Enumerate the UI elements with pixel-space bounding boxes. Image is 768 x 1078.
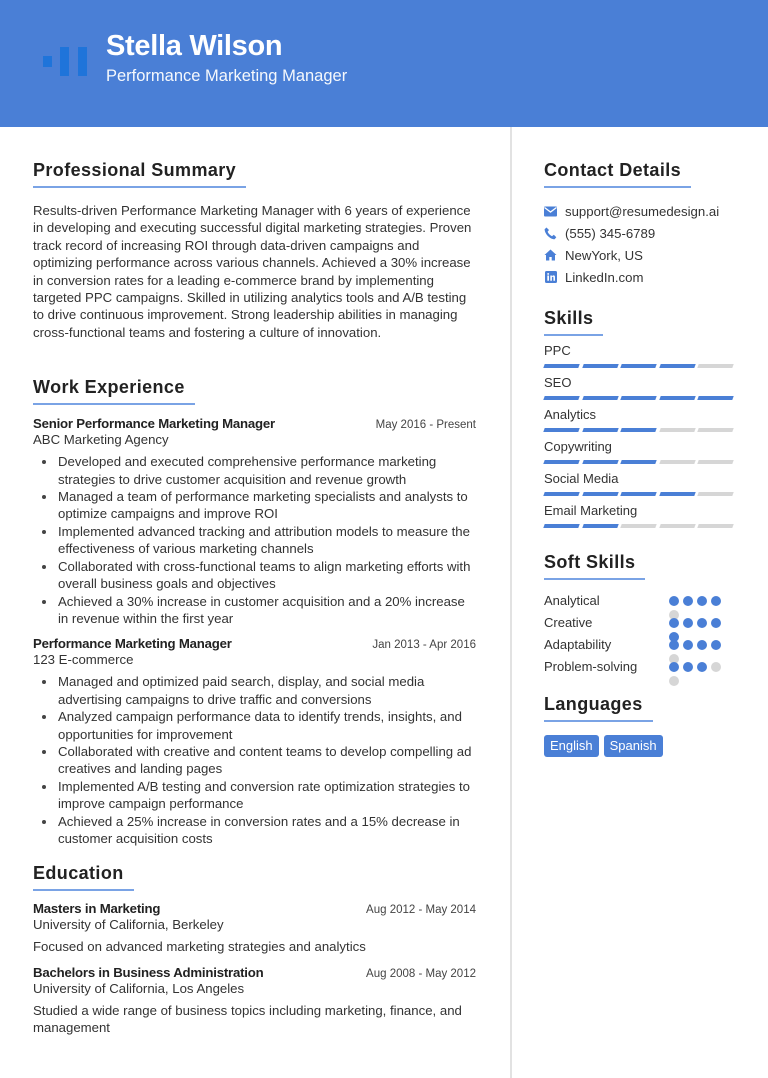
column-divider — [510, 127, 512, 1078]
skill-level-segment — [659, 524, 695, 528]
education-dates: Aug 2012 - May 2014 — [366, 904, 476, 917]
rating-dot — [711, 618, 721, 628]
rating-dot — [683, 596, 693, 606]
candidate-name: Stella Wilson — [106, 30, 283, 62]
skill-level-segment — [698, 492, 734, 496]
skill-level-bar — [544, 364, 733, 368]
skill-level-segment — [659, 428, 695, 432]
rating-dot — [683, 640, 693, 650]
section-heading: Soft Skills — [544, 552, 645, 580]
section-heading: Education — [33, 863, 134, 891]
education-entry — [33, 901, 476, 955]
linkedin-icon — [544, 271, 557, 284]
soft-skill-item — [544, 590, 744, 612]
professional-summary-section — [33, 160, 476, 341]
job-dates: Jan 2013 - Apr 2016 — [372, 639, 476, 652]
company-name: ABC Marketing Agency — [33, 432, 169, 448]
skill-level-bar — [544, 460, 733, 464]
logo-bar — [43, 56, 52, 67]
skill-name: SEO — [544, 375, 572, 390]
skill-level-segment — [698, 428, 734, 432]
skill-level-segment — [698, 364, 734, 368]
contact-text[interactable]: LinkedIn.com — [565, 269, 644, 285]
rating-dot — [669, 618, 679, 628]
rating-dot — [697, 596, 707, 606]
rating-dot — [697, 662, 707, 672]
skill-level-segment — [620, 396, 656, 400]
skill-item — [544, 374, 744, 400]
home-icon — [544, 249, 557, 262]
skill-level-bar — [544, 396, 733, 400]
skill-level-segment — [620, 460, 656, 464]
achievement-list — [33, 453, 476, 627]
skill-item — [544, 502, 744, 528]
skill-level-segment — [543, 460, 579, 464]
language-badge: English — [544, 735, 599, 757]
skill-level-segment — [543, 396, 579, 400]
skill-level-segment — [582, 492, 618, 496]
resume-header — [0, 0, 768, 127]
skill-level-segment — [620, 492, 656, 496]
rating-dot — [669, 640, 679, 650]
job-dates: May 2016 - Present — [375, 419, 476, 432]
section-heading: Professional Summary — [33, 160, 246, 188]
skill-name: PPC — [544, 343, 571, 358]
skill-level-segment — [659, 364, 695, 368]
skill-item — [544, 470, 744, 496]
skill-level-bar — [544, 428, 733, 432]
skill-item — [544, 406, 744, 432]
soft-skill-rating — [669, 662, 731, 686]
job-title: Performance Marketing Manager — [33, 636, 232, 652]
achievement-item: Collaborated with cross-functional teams to align marketing efforts with overall business goals and objectives — [33, 558, 476, 593]
contact-item[interactable] — [544, 222, 744, 244]
job-entry — [33, 636, 476, 847]
skill-level-segment — [620, 364, 656, 368]
soft-skill-name: Problem-solving — [544, 659, 638, 674]
achievement-list — [33, 673, 476, 847]
work-experience-section — [33, 377, 476, 847]
skill-level-segment — [543, 428, 579, 432]
achievement-item: Managed a team of performance marketing specialists and analysts to optimize campaigns and improve ROI — [33, 488, 476, 523]
contact-item[interactable] — [544, 244, 744, 266]
section-heading: Contact Details — [544, 160, 691, 188]
education-description: Studied a wide range of business topics including marketing, finance, and management — [33, 1002, 462, 1036]
languages-section — [544, 694, 744, 757]
rating-dot — [683, 618, 693, 628]
achievement-item: Collaborated with creative and content teams to develop compelling ad creatives and landing pages — [33, 743, 476, 778]
education-entry — [33, 965, 476, 1037]
skill-level-segment — [620, 428, 656, 432]
skill-level-segment — [620, 524, 656, 528]
bar-chart-logo-icon — [43, 47, 89, 77]
achievement-item: Achieved a 25% increase in conversion rates and a 15% decrease in customer acquisition costs — [33, 813, 476, 848]
section-heading: Skills — [544, 308, 603, 336]
company-name: 123 E-commerce — [33, 652, 134, 668]
degree-name: Masters in Marketing — [33, 901, 161, 917]
skill-level-segment — [543, 492, 579, 496]
skill-level-segment — [582, 428, 618, 432]
contact-text[interactable]: support@resumedesign.ai — [565, 203, 720, 219]
contact-section — [544, 160, 744, 288]
skill-item — [544, 438, 744, 464]
skill-name: Email Marketing — [544, 503, 638, 518]
soft-skill-item — [544, 634, 744, 656]
soft-skill-item — [544, 612, 744, 634]
logo-bar — [78, 47, 87, 76]
section-heading: Work Experience — [33, 377, 195, 405]
degree-name: Bachelors in Business Administration — [33, 964, 264, 980]
rating-dot — [697, 618, 707, 628]
job-header-row — [33, 416, 476, 431]
skills-section — [544, 308, 744, 528]
achievement-item: Achieved a 30% increase in customer acquisition and a 20% increase in revenue within the first year — [33, 593, 476, 628]
skill-name: Analytics — [544, 407, 597, 422]
skill-level-segment — [698, 524, 734, 528]
logo-bar — [60, 47, 69, 76]
skill-item — [544, 342, 744, 368]
rating-dot — [669, 662, 679, 672]
achievement-item: Analyzed campaign performance data to identify trends, insights, and opportunities for improvement — [33, 708, 476, 743]
education-dates: Aug 2008 - May 2012 — [366, 967, 476, 980]
skill-level-segment — [659, 396, 695, 400]
skill-level-segment — [543, 524, 579, 528]
education-description: Focused on advanced marketing strategies and analytics — [33, 939, 366, 955]
contact-text[interactable]: NewYork, US — [565, 247, 643, 263]
achievement-item: Developed and executed comprehensive performance marketing strategies to drive customer acquisition and revenue growth — [33, 453, 476, 488]
skill-level-segment — [582, 460, 618, 464]
soft-skill-name: Analytical — [544, 593, 600, 608]
rating-dot — [669, 596, 679, 606]
soft-skills-section — [544, 552, 744, 678]
skill-level-bar — [544, 492, 733, 496]
education-header-row — [33, 965, 476, 980]
school-name: University of California, Berkeley — [33, 917, 224, 933]
job-title: Senior Performance Marketing Manager — [33, 416, 275, 432]
achievement-item: Implemented A/B testing and conversion rate optimization strategies to improve campaign performance — [33, 778, 476, 813]
job-header-row — [33, 636, 476, 651]
skill-level-segment — [659, 492, 695, 496]
contact-item[interactable] — [544, 266, 744, 288]
skill-level-segment — [582, 524, 618, 528]
skill-level-segment — [698, 460, 734, 464]
rating-dot — [683, 662, 693, 672]
soft-skill-item — [544, 656, 744, 678]
sidebar-column — [544, 160, 744, 757]
language-badge: Spanish — [604, 735, 663, 757]
rating-dot — [711, 596, 721, 606]
job-entry — [33, 416, 476, 627]
skill-level-segment — [543, 364, 579, 368]
soft-skill-name: Creative — [544, 615, 593, 630]
education-header-row — [33, 901, 476, 916]
skill-level-segment — [582, 364, 618, 368]
candidate-title: Performance Marketing Manager — [106, 67, 348, 85]
rating-dot — [711, 640, 721, 650]
achievement-item: Managed and optimized paid search, display, and social media advertising campaigns to drive traffic and conversions — [33, 673, 476, 708]
contact-item[interactable] — [544, 200, 744, 222]
school-name: University of California, Los Angeles — [33, 980, 245, 996]
skill-level-segment — [659, 460, 695, 464]
summary-text: Results-driven Performance Marketing Manager with 6 years of experience in developing and executing successful digital marketing strategies. Proven track record of increasing ROI through data-driven campaigns and optimizing performance across various channels. Achieved a 30% increase in conversion rates for a leading e-commerce brand by implementing targeted PPC campaigns. Skilled in utilizing analytics tools and A/B testing to drive continuous improvement. Strong leadership abilities in managing cross-functional teams and fostering a culture of innovation. — [33, 203, 472, 340]
skill-name: Copywriting — [544, 439, 612, 454]
main-column — [33, 160, 476, 1037]
envelope-icon — [544, 205, 557, 218]
skill-level-segment — [582, 396, 618, 400]
skill-name: Social Media — [544, 471, 619, 486]
contact-text[interactable]: (555) 345-6789 — [565, 225, 656, 241]
education-section — [33, 863, 476, 1036]
soft-skill-name: Adaptability — [544, 637, 612, 652]
skill-level-bar — [544, 524, 733, 528]
rating-dot — [711, 662, 721, 672]
skill-level-segment — [698, 396, 734, 400]
phone-icon — [544, 227, 557, 240]
section-heading: Languages — [544, 694, 653, 722]
rating-dot — [697, 640, 707, 650]
achievement-item: Implemented advanced tracking and attribution models to measure the effectiveness of various marketing channels — [33, 523, 476, 558]
rating-dot — [669, 676, 679, 686]
